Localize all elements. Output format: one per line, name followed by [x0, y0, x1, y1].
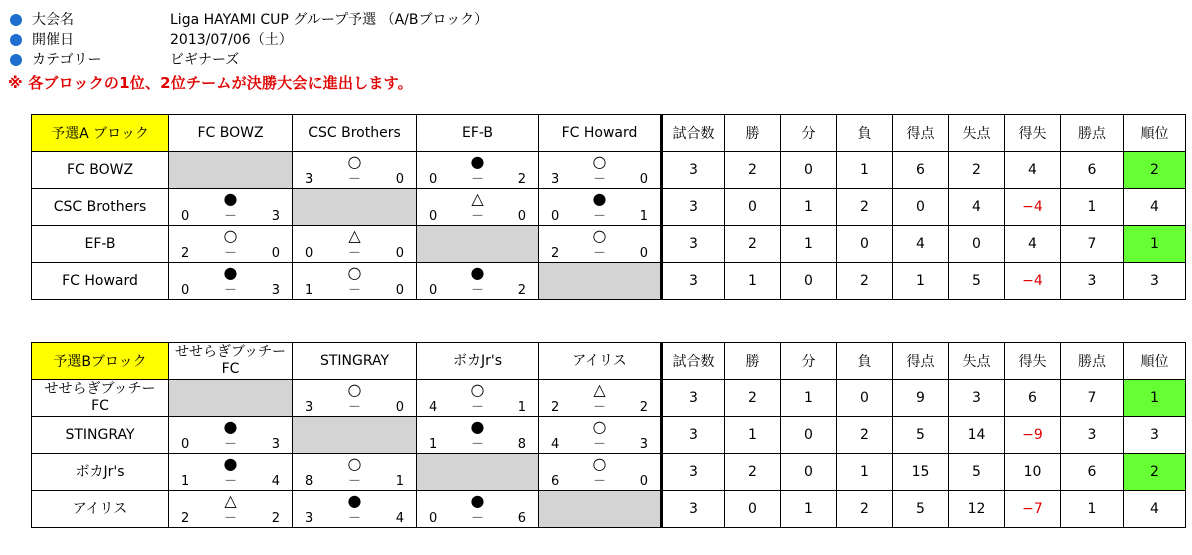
stat-header: 順位	[1124, 115, 1186, 152]
team-row	[32, 263, 1186, 300]
match-score	[417, 380, 538, 416]
qualification-notice: ※ 各ブロックの1位、2位チームが決勝大会に進出します。	[8, 74, 413, 92]
wins: 2	[725, 380, 781, 417]
match-score	[417, 417, 538, 453]
diagonal-cell	[293, 189, 417, 226]
column-team-header: EF-B	[417, 115, 539, 152]
goals-against: 0	[395, 172, 404, 187]
goals-for: 0	[429, 172, 438, 187]
rank: 2	[1124, 454, 1186, 491]
diagonal-cell	[169, 380, 293, 417]
team-row	[32, 491, 1186, 528]
rank: 3	[1124, 263, 1186, 300]
rank: 3	[1124, 417, 1186, 454]
games-played: 3	[662, 263, 725, 300]
goals-against: 1	[639, 209, 648, 224]
points: 6	[1061, 454, 1124, 491]
goals-for: 0	[181, 209, 190, 224]
goals-for: 2	[551, 400, 560, 415]
goals-against: 4	[271, 474, 280, 489]
loss-dot-icon: ●	[223, 417, 238, 436]
match-result-cell	[417, 491, 539, 528]
losses: 2	[837, 417, 893, 454]
match-score	[539, 454, 660, 490]
match-result-cell	[169, 454, 293, 491]
goal-difference: −4	[1005, 263, 1061, 300]
goals-conceded: 2	[949, 152, 1005, 189]
rank: 1	[1124, 226, 1186, 263]
row-team-name: せせらぎブッチー FC	[32, 380, 169, 417]
goals-for: 4	[551, 437, 560, 452]
goals-scored: 1	[893, 263, 949, 300]
match-result-cell	[169, 491, 293, 528]
goals-against: 6	[517, 511, 526, 526]
goal-difference: 4	[1005, 152, 1061, 189]
points: 1	[1061, 491, 1124, 528]
goals-scored: 6	[893, 152, 949, 189]
info-label: 大会名	[32, 12, 74, 28]
draws: 0	[781, 454, 837, 491]
stat-header: 勝	[725, 115, 781, 152]
goals-against: 1	[395, 474, 404, 489]
diagonal-cell	[539, 491, 662, 528]
match-score	[293, 263, 416, 299]
score-separator: －	[347, 400, 361, 415]
draws: 0	[781, 263, 837, 300]
score-separator: －	[223, 511, 237, 526]
wins: 1	[725, 417, 781, 454]
goals-scored: 5	[893, 491, 949, 528]
column-team-header: せせらぎブッチー FC	[169, 343, 293, 380]
score-separator: －	[223, 437, 237, 452]
match-result-cell	[417, 417, 539, 454]
draws: 0	[781, 152, 837, 189]
goals-against: 8	[517, 437, 526, 452]
column-team-header: ボカJr's	[417, 343, 539, 380]
points: 1	[1061, 189, 1124, 226]
goals-scored: 0	[893, 189, 949, 226]
draws: 0	[781, 417, 837, 454]
info-label: カテゴリー	[32, 52, 102, 68]
win-circle-icon: ○	[592, 152, 607, 171]
goals-conceded: 14	[949, 417, 1005, 454]
match-result-cell	[417, 380, 539, 417]
stat-header: 負	[837, 343, 893, 380]
wins: 0	[725, 491, 781, 528]
match-result-cell	[169, 226, 293, 263]
goal-difference: −4	[1005, 189, 1061, 226]
team-row	[32, 454, 1186, 491]
stat-header: 勝点	[1061, 343, 1124, 380]
win-circle-icon: ○	[223, 226, 238, 245]
block-b-table	[31, 342, 1186, 528]
goals-against: 1	[517, 400, 526, 415]
wins: 2	[725, 226, 781, 263]
rank: 2	[1124, 152, 1186, 189]
score-separator: －	[592, 437, 606, 452]
match-result-cell	[169, 189, 293, 226]
match-result-cell	[417, 152, 539, 189]
goals-scored: 15	[893, 454, 949, 491]
goals-conceded: 5	[949, 263, 1005, 300]
match-result-cell	[293, 380, 417, 417]
score-separator: －	[470, 283, 484, 298]
team-row	[32, 152, 1186, 189]
score-separator: －	[470, 511, 484, 526]
goals-for: 0	[429, 511, 438, 526]
team-row	[32, 226, 1186, 263]
bullet-icon	[10, 34, 22, 46]
match-score	[417, 189, 538, 225]
block-title: 予選A ブロック	[32, 115, 169, 152]
row-team-name: FC Howard	[32, 263, 169, 300]
goals-conceded: 5	[949, 454, 1005, 491]
win-circle-icon: ○	[592, 417, 607, 436]
match-result-cell	[417, 189, 539, 226]
row-team-name: CSC Brothers	[32, 189, 169, 226]
win-circle-icon: ○	[347, 380, 362, 399]
goal-difference: 10	[1005, 454, 1061, 491]
match-result-cell	[539, 380, 662, 417]
goals-against: 2	[639, 400, 648, 415]
win-circle-icon: ○	[347, 152, 362, 171]
stat-header: 得失	[1005, 343, 1061, 380]
goals-for: 1	[305, 283, 314, 298]
goals-conceded: 4	[949, 189, 1005, 226]
diagonal-cell	[169, 152, 293, 189]
goals-for: 0	[551, 209, 560, 224]
draw-triangle-icon: △	[593, 380, 606, 399]
match-score	[169, 491, 292, 527]
points: 6	[1061, 152, 1124, 189]
win-circle-icon: ○	[470, 380, 485, 399]
stat-header: 得点	[893, 343, 949, 380]
stat-header: 試合数	[662, 343, 725, 380]
block-a-table	[31, 114, 1186, 300]
games-played: 3	[662, 417, 725, 454]
bullet-icon	[10, 14, 22, 26]
games-played: 3	[662, 226, 725, 263]
rank: 4	[1124, 189, 1186, 226]
goals-conceded: 0	[949, 226, 1005, 263]
wins: 2	[725, 454, 781, 491]
match-score	[539, 152, 660, 188]
header-row	[32, 115, 1186, 152]
win-circle-icon: ○	[592, 454, 607, 473]
points: 7	[1061, 380, 1124, 417]
match-score	[539, 417, 660, 453]
match-score	[169, 417, 292, 453]
score-separator: －	[223, 246, 237, 261]
goals-against: 0	[639, 246, 648, 261]
loss-dot-icon: ●	[470, 417, 485, 436]
losses: 2	[837, 189, 893, 226]
match-score	[293, 454, 416, 490]
goals-against: 0	[639, 172, 648, 187]
score-separator: －	[347, 172, 361, 187]
score-separator: －	[470, 437, 484, 452]
row-team-name: アイリス	[32, 491, 169, 528]
goals-scored: 4	[893, 226, 949, 263]
match-result-cell	[539, 152, 662, 189]
score-separator: －	[223, 209, 237, 224]
match-score	[417, 491, 538, 527]
goals-for: 3	[305, 400, 314, 415]
loss-dot-icon: ●	[470, 152, 485, 171]
goals-for: 0	[429, 209, 438, 224]
games-played: 3	[662, 491, 725, 528]
draw-triangle-icon: △	[224, 491, 237, 510]
goals-against: 2	[517, 283, 526, 298]
score-separator: －	[592, 400, 606, 415]
goals-against: 0	[395, 246, 404, 261]
match-result-cell	[293, 152, 417, 189]
match-result-cell	[169, 263, 293, 300]
goals-against: 3	[271, 209, 280, 224]
score-separator: －	[223, 474, 237, 489]
goals-against: 2	[517, 172, 526, 187]
losses: 1	[837, 152, 893, 189]
score-separator: －	[592, 474, 606, 489]
rank: 1	[1124, 380, 1186, 417]
goals-for: 2	[551, 246, 560, 261]
diagonal-cell	[417, 226, 539, 263]
team-row	[32, 417, 1186, 454]
losses: 1	[837, 454, 893, 491]
goals-against: 3	[639, 437, 648, 452]
win-circle-icon: ○	[347, 454, 362, 473]
losses: 0	[837, 380, 893, 417]
draw-triangle-icon: △	[348, 226, 361, 245]
rank: 4	[1124, 491, 1186, 528]
match-score	[539, 189, 660, 225]
loss-dot-icon: ●	[470, 263, 485, 282]
wins: 1	[725, 263, 781, 300]
match-result-cell	[539, 189, 662, 226]
column-team-header: アイリス	[539, 343, 662, 380]
goal-difference: −7	[1005, 491, 1061, 528]
match-score	[539, 226, 660, 262]
draws: 1	[781, 491, 837, 528]
goals-for: 0	[181, 283, 190, 298]
event-date: 2013/07/06（土）	[170, 32, 293, 48]
diagonal-cell	[293, 417, 417, 454]
stat-header: 勝点	[1061, 115, 1124, 152]
block-title: 予選Bブロック	[32, 343, 169, 380]
goals-for: 8	[305, 474, 314, 489]
score-separator: －	[347, 474, 361, 489]
goal-difference: 6	[1005, 380, 1061, 417]
win-circle-icon: ○	[347, 263, 362, 282]
column-team-header: FC BOWZ	[169, 115, 293, 152]
score-separator: －	[223, 283, 237, 298]
row-team-name: ボカJr's	[32, 454, 169, 491]
row-team-name: FC BOWZ	[32, 152, 169, 189]
stat-header: 試合数	[662, 115, 725, 152]
score-separator: －	[470, 400, 484, 415]
goals-for: 3	[305, 511, 314, 526]
draw-triangle-icon: △	[471, 189, 484, 208]
match-score	[169, 454, 292, 490]
goals-against: 4	[395, 511, 404, 526]
match-result-cell	[539, 454, 662, 491]
stat-header: 得点	[893, 115, 949, 152]
team-row	[32, 189, 1186, 226]
match-score	[293, 380, 416, 416]
draws: 1	[781, 380, 837, 417]
goal-difference: −9	[1005, 417, 1061, 454]
match-score	[293, 491, 416, 527]
score-separator: －	[347, 246, 361, 261]
score-separator: －	[592, 246, 606, 261]
match-score	[417, 152, 538, 188]
goals-against: 0	[395, 283, 404, 298]
tournament-name: Liga HAYAMI CUP グループ予選 （A/Bブロック）	[170, 12, 489, 28]
points: 7	[1061, 226, 1124, 263]
match-result-cell	[293, 454, 417, 491]
loss-dot-icon: ●	[470, 491, 485, 510]
score-separator: －	[470, 209, 484, 224]
match-result-cell	[293, 263, 417, 300]
column-team-header: FC Howard	[539, 115, 662, 152]
losses: 0	[837, 226, 893, 263]
goals-against: 3	[271, 437, 280, 452]
goals-for: 0	[305, 246, 314, 261]
match-score	[169, 189, 292, 225]
column-team-header: CSC Brothers	[293, 115, 417, 152]
stat-header: 失点	[949, 343, 1005, 380]
match-result-cell	[293, 491, 417, 528]
goals-against: 0	[271, 246, 280, 261]
match-result-cell	[417, 263, 539, 300]
match-score	[293, 226, 416, 262]
diagonal-cell	[539, 263, 662, 300]
stat-header: 分	[781, 115, 837, 152]
header-row	[32, 343, 1186, 380]
loss-dot-icon: ●	[347, 491, 362, 510]
stat-header: 分	[781, 343, 837, 380]
loss-dot-icon: ●	[223, 454, 238, 473]
category: ビギナーズ	[170, 52, 240, 68]
goals-scored: 9	[893, 380, 949, 417]
goal-difference: 4	[1005, 226, 1061, 263]
team-row	[32, 380, 1186, 417]
wins: 0	[725, 189, 781, 226]
draws: 1	[781, 226, 837, 263]
losses: 2	[837, 263, 893, 300]
goals-for: 1	[429, 437, 438, 452]
goals-against: 2	[271, 511, 280, 526]
info-label: 開催日	[32, 32, 74, 48]
wins: 2	[725, 152, 781, 189]
loss-dot-icon: ●	[223, 263, 238, 282]
games-played: 3	[662, 189, 725, 226]
goals-conceded: 3	[949, 380, 1005, 417]
match-score	[539, 380, 660, 416]
loss-dot-icon: ●	[592, 189, 607, 208]
goals-for: 0	[181, 437, 190, 452]
points: 3	[1061, 417, 1124, 454]
match-score	[417, 263, 538, 299]
losses: 2	[837, 491, 893, 528]
match-score	[169, 263, 292, 299]
goals-against: 0	[639, 474, 648, 489]
games-played: 3	[662, 152, 725, 189]
match-score	[169, 226, 292, 262]
goals-conceded: 12	[949, 491, 1005, 528]
loss-dot-icon: ●	[223, 189, 238, 208]
row-team-name: EF-B	[32, 226, 169, 263]
goals-for: 3	[551, 172, 560, 187]
bullet-icon	[10, 54, 22, 66]
goals-for: 1	[181, 474, 190, 489]
win-circle-icon: ○	[592, 226, 607, 245]
goals-for: 2	[181, 246, 190, 261]
diagonal-cell	[417, 454, 539, 491]
match-result-cell	[539, 417, 662, 454]
match-score	[293, 152, 416, 188]
match-result-cell	[539, 226, 662, 263]
stat-header: 勝	[725, 343, 781, 380]
score-separator: －	[592, 172, 606, 187]
stat-header: 負	[837, 115, 893, 152]
score-separator: －	[347, 511, 361, 526]
goals-scored: 5	[893, 417, 949, 454]
score-separator: －	[592, 209, 606, 224]
goals-against: 0	[517, 209, 526, 224]
match-result-cell	[293, 226, 417, 263]
goals-against: 3	[271, 283, 280, 298]
stat-header: 失点	[949, 115, 1005, 152]
score-separator: －	[470, 172, 484, 187]
goals-for: 0	[429, 283, 438, 298]
stat-header: 順位	[1124, 343, 1186, 380]
stat-header: 得失	[1005, 115, 1061, 152]
score-separator: －	[347, 283, 361, 298]
column-team-header: STINGRAY	[293, 343, 417, 380]
goals-for: 6	[551, 474, 560, 489]
games-played: 3	[662, 380, 725, 417]
goals-for: 4	[429, 400, 438, 415]
points: 3	[1061, 263, 1124, 300]
goals-against: 0	[395, 400, 404, 415]
goals-for: 3	[305, 172, 314, 187]
match-result-cell	[169, 417, 293, 454]
draws: 1	[781, 189, 837, 226]
goals-for: 2	[181, 511, 190, 526]
row-team-name: STINGRAY	[32, 417, 169, 454]
games-played: 3	[662, 454, 725, 491]
